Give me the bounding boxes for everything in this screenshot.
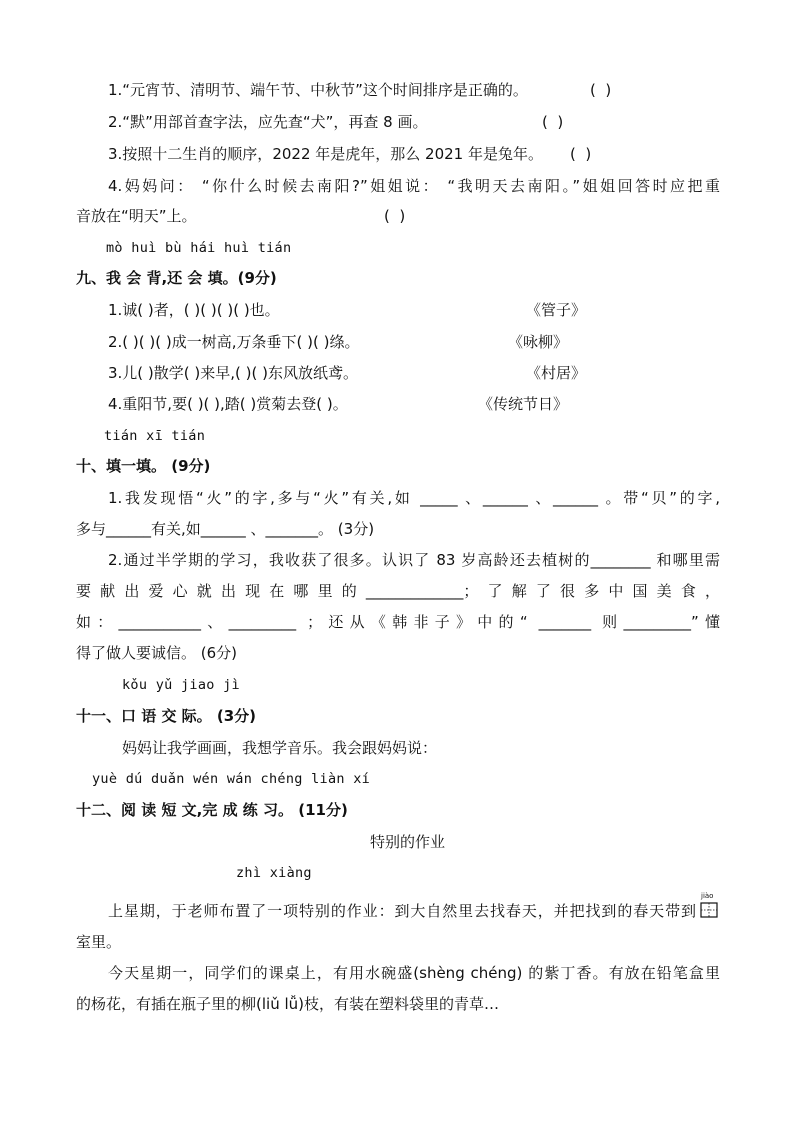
judge-q4-line1: 4.妈妈问： “你什么时候去南阳?”姐姐说： “我明天去南阳。”姐姐回答时应把重 bbox=[108, 177, 720, 195]
section10-pinyin: tián xī tián bbox=[104, 428, 206, 444]
section9-item-3: 3.儿( )散学( )来早,( )( )东风放纸鸢。 bbox=[108, 364, 358, 382]
section12-heading: 十二、阅 读 短 文,完 成 练 习。 (11分) bbox=[76, 801, 348, 819]
judge-q4-line2: 音放在“明天”上。 bbox=[76, 207, 197, 225]
section10-q1-line2: 多与______有关,如______ 、_______。 (3分) bbox=[76, 520, 375, 538]
passage-title: 特别的作业 bbox=[370, 833, 446, 851]
zhixiang-pinyin: zhì xiàng bbox=[236, 865, 312, 881]
section12-pinyin: yuè dú duǎn wén wán chéng liàn xí bbox=[92, 771, 371, 787]
para2-line1: 今天星期一，同学们的课桌上，有用水碗盛(shèng chéng) 的紫丁香。有放在铅笔盒里 bbox=[108, 964, 720, 982]
section10-q2-line3: 如：___________、_________ ；还从《韩非子》中的“ _______ 则_________”懂 bbox=[76, 613, 720, 631]
jiao-pinyin-box bbox=[700, 894, 718, 918]
judge-q3: 3.按照十二生肖的顺序，2022 年是虎年，那么 2021 年是兔年。 bbox=[108, 145, 543, 163]
judge-q2-answer[interactable]: ( ) bbox=[542, 113, 564, 131]
section9-item-1: 1.诚( )者，( )( )( )( )也。 bbox=[108, 301, 280, 319]
section10-q2-line2: 要献出爱心就出现在哪里的_____________；了解了很多中国美食， bbox=[76, 582, 720, 600]
para1-line2: 室里。 bbox=[76, 933, 122, 951]
section9-source-2: 《咏柳》 bbox=[508, 333, 569, 351]
section9-pinyin: mò huì bù hái huì tián bbox=[106, 240, 292, 256]
section11-heading: 十一、口 语 交 际。 (3分) bbox=[76, 707, 257, 725]
judge-q1: 1.“元宵节、清明节、端午节、中秋节”这个时间排序是正确的。 bbox=[108, 81, 528, 99]
judge-q4-answer[interactable]: ( ) bbox=[384, 207, 406, 225]
para2-line2: 的杨花，有插在瓶子里的柳(liǔ lǚ)枝，有装在塑料袋里的青草… bbox=[76, 995, 499, 1013]
section9-item-4: 4.重阳节,要( )( ),踏( )赏菊去登( )。 bbox=[108, 395, 348, 413]
section9-source-3: 《村居》 bbox=[526, 364, 587, 382]
section11-prompt: 妈妈让我学画画，我想学音乐。我会跟妈妈说： bbox=[122, 739, 438, 757]
para1-line1: 上星期，于老师布置了一项特别的作业：到大自然里去找春天，并把找到的春天带到 bbox=[108, 902, 696, 920]
character-grid-icon bbox=[700, 902, 718, 918]
jiao-pinyin: jiào bbox=[701, 892, 714, 900]
section10-q1-line1: 1.我发现悟“火”的字,多与“火”有关,如 _____ 、______ 、______ 。带“贝”的字, bbox=[108, 489, 720, 507]
section9-item-2: 2.( )( )( )成一树高,万条垂下( )( )绦。 bbox=[108, 333, 360, 351]
judge-q1-answer[interactable]: ( ) bbox=[590, 81, 612, 99]
section10-q2-line4: 得了做人要诚信。 (6分) bbox=[76, 644, 238, 662]
section10-heading: 十、填一填。 (9分) bbox=[76, 457, 211, 475]
section11-pinyin: kǒu yǔ jiao jì bbox=[122, 677, 240, 693]
judge-q2: 2.“默”用部首查字法，应先查“犬”，再查 8 画。 bbox=[108, 113, 428, 131]
section9-source-4: 《传统节日》 bbox=[478, 395, 569, 413]
section9-source-1: 《管子》 bbox=[526, 301, 587, 319]
section9-heading: 九、我 会 背,还 会 填。(9分) bbox=[76, 269, 277, 287]
judge-q3-answer[interactable]: ( ) bbox=[570, 145, 592, 163]
section10-q2-line1: 2.通过半学期的学习，我收获了很多。认识了 83 岁高龄还去植树的________ 和哪里需 bbox=[108, 551, 720, 569]
